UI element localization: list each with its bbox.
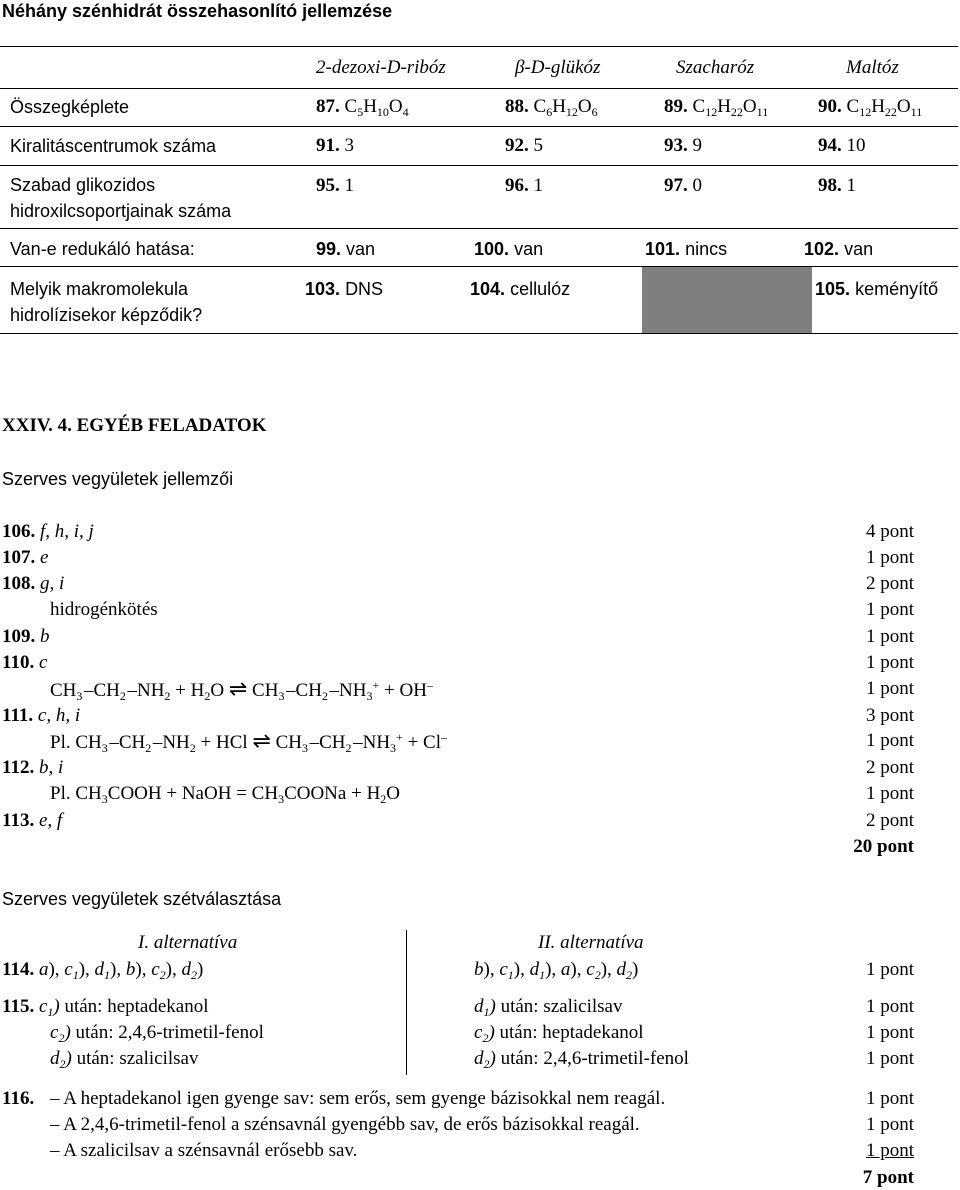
macro-val: DNS bbox=[345, 279, 384, 299]
macro-val: keményítő bbox=[855, 279, 939, 299]
q114-alt1: 114. a), $c_1$), $d_1$), b), $c_2$), $d_2$) bbox=[2, 959, 204, 982]
q116-line2: – A 2,4,6-trimetil-fenol a szénsavnál gyengébb sav, de erős bázisokkal reagál. bbox=[50, 1114, 640, 1135]
q-num: 109. bbox=[2, 626, 36, 647]
q-answer: e bbox=[40, 547, 49, 568]
eq-plus: + bbox=[351, 783, 362, 804]
section2-total: 7 pont bbox=[862, 1167, 914, 1188]
compound: szalicilsav bbox=[543, 996, 623, 1017]
eq-pl: Pl. bbox=[50, 732, 71, 753]
formula-cell-4: 90. $C_{12}H_{22}O_{11}$ bbox=[818, 96, 923, 119]
eq-plus: + bbox=[200, 732, 212, 753]
section2-title: Szerves vegyületek szétválasztása bbox=[2, 889, 282, 909]
points-110b: 1 pont bbox=[865, 678, 914, 699]
q113 bbox=[2, 811, 62, 830]
chiral-val: 9 bbox=[692, 135, 702, 156]
q116-line3: – A szalicilsav a szénsavnál erősebb sav. bbox=[50, 1140, 358, 1161]
chiral-num: 93. bbox=[664, 135, 688, 156]
reducing-num: 99. bbox=[316, 239, 342, 259]
after-word: után: bbox=[499, 1022, 538, 1043]
points-116a: 1 pont bbox=[865, 1088, 914, 1109]
q-num: 115. bbox=[2, 996, 35, 1017]
q111 bbox=[2, 706, 80, 725]
table-line-3 bbox=[0, 165, 958, 166]
points-115a: 1 pont bbox=[865, 996, 914, 1017]
compound: heptadekanol bbox=[107, 996, 209, 1017]
eq-pl: Pl. bbox=[50, 783, 71, 804]
points-111: 3 pont bbox=[865, 705, 914, 726]
chiral-val: 10 bbox=[846, 135, 866, 156]
q-answer: g, i bbox=[40, 573, 65, 594]
alternative-2-heading: II. alternatíva bbox=[538, 932, 644, 953]
q116-line1: – A heptadekanol igen gyenge sav: sem erős, sem gyenge bázisokkal nem reagál. bbox=[50, 1088, 666, 1109]
equation-110: $CH_3$ $-CH_2$ $-NH_2 + H_2O$ ⇌ $CH_3$ $-CH_2$ $-NH_3^+ + OH^-$ bbox=[50, 677, 433, 703]
header-maltose: Maltóz bbox=[846, 57, 899, 78]
q-answer: c, h, i bbox=[37, 705, 81, 726]
eq-water: H bbox=[190, 680, 205, 701]
q-answer: f, h, i, j bbox=[40, 521, 94, 542]
points-108: 2 pont bbox=[865, 573, 914, 594]
table-line-4 bbox=[0, 228, 958, 229]
shaded-cell bbox=[642, 267, 812, 333]
glyco-num: 95. bbox=[316, 175, 340, 196]
glyco-num: 97. bbox=[664, 175, 688, 196]
points-108b: 1 pont bbox=[865, 599, 914, 620]
q115-alt2-line1: $d_1$) után: szalicilsav bbox=[474, 996, 623, 1019]
eq-hcl: HCl bbox=[216, 732, 248, 753]
glyco-val: 0 bbox=[692, 175, 702, 196]
q115-alt1-line2: $c_2$) után: 2,4,6-trimetil-fenol bbox=[50, 1022, 264, 1045]
row-label-formula: Összegképlete bbox=[10, 97, 130, 117]
glyco-num: 96. bbox=[505, 175, 529, 196]
row-label-macro-1: Melyik makromolekula bbox=[10, 279, 189, 299]
compound: heptadekanol bbox=[542, 1022, 644, 1043]
glyco-val: 1 bbox=[344, 175, 354, 196]
reducing-cell-3 bbox=[645, 240, 727, 258]
eq-naoh: NaOH bbox=[181, 783, 232, 804]
page-title: Néhány szénhidrát összehasonlító jellemzése bbox=[2, 1, 393, 21]
q-answer: b bbox=[40, 626, 50, 647]
after-word: után: bbox=[76, 1048, 115, 1069]
points-113: 2 pont bbox=[865, 810, 914, 831]
after-word: után: bbox=[64, 996, 103, 1017]
header-dezoxiribose: 2-dezoxi-D-ribóz bbox=[316, 57, 446, 78]
table-line-5 bbox=[0, 266, 958, 267]
points-116b: 1 pont bbox=[865, 1114, 914, 1135]
q116-num: 116. bbox=[2, 1088, 35, 1109]
chiral-num: 92. bbox=[505, 135, 529, 156]
formula-cell-1: 87. $C_5H_{10}O_4$ bbox=[316, 96, 409, 119]
reducing-val: van bbox=[514, 239, 544, 259]
chiral-val: 3 bbox=[344, 135, 354, 156]
q107 bbox=[2, 548, 48, 567]
macro-num: 103. bbox=[305, 279, 341, 299]
reducing-val: van bbox=[346, 239, 376, 259]
points-110: 1 pont bbox=[865, 652, 914, 673]
chiral-cell-2 bbox=[505, 136, 543, 155]
table-bottom-line bbox=[0, 333, 958, 334]
q-num: 106. bbox=[2, 521, 36, 542]
reducing-val: van bbox=[844, 239, 874, 259]
macro-cell-3 bbox=[815, 280, 938, 298]
glyco-cell-4 bbox=[818, 176, 856, 195]
section1-title: Szerves vegyületek jellemzői bbox=[2, 469, 234, 489]
reducing-val: nincs bbox=[685, 239, 728, 259]
chiral-val: 5 bbox=[533, 135, 543, 156]
points-112: 2 pont bbox=[865, 757, 914, 778]
q-answer: b, i bbox=[38, 757, 64, 778]
row-label-chiral: Kiralitáscentrumok száma bbox=[10, 136, 217, 156]
q112 bbox=[2, 758, 63, 777]
header-glucose: β-D-glükóz bbox=[515, 57, 601, 78]
points-111b: 1 pont bbox=[865, 730, 914, 751]
alternatives-divider bbox=[406, 930, 407, 1075]
eq-plus: + bbox=[407, 732, 419, 753]
glyco-cell-3 bbox=[664, 176, 702, 195]
q114-alt2: b), $c_1$), $d_1$), a), $c_2$), $d_2$) bbox=[474, 959, 639, 982]
formula-num-2: 88. bbox=[505, 96, 529, 117]
after-word: után: bbox=[500, 996, 539, 1017]
macro-num: 105. bbox=[815, 279, 851, 299]
glyco-val: 1 bbox=[846, 175, 856, 196]
formula-cell-2: 88. $C_6H_{12}O_6$ bbox=[505, 96, 598, 119]
q108-hbond: hidrogénkötés bbox=[50, 599, 158, 620]
formula-num-1: 87. bbox=[316, 96, 340, 117]
q110 bbox=[2, 653, 47, 672]
eq-plus: + bbox=[384, 680, 395, 701]
points-116c: 1 pont bbox=[865, 1140, 914, 1161]
q115-alt2-line2: $c_2$) után: heptadekanol bbox=[474, 1022, 644, 1045]
macro-cell-2 bbox=[470, 280, 570, 298]
table-line-1 bbox=[0, 88, 958, 89]
macro-num: 104. bbox=[470, 279, 506, 299]
after-word: után: bbox=[500, 1048, 539, 1069]
reducing-num: 102. bbox=[804, 239, 840, 259]
q-num: 111. bbox=[2, 705, 34, 726]
points-112b: 1 pont bbox=[865, 783, 914, 804]
eq-equals: = bbox=[236, 783, 247, 804]
table-line-2 bbox=[0, 126, 958, 127]
formula-num-4: 90. bbox=[818, 96, 842, 117]
q-num: 114. bbox=[2, 959, 35, 980]
q109 bbox=[2, 627, 50, 646]
eq-hydroxide: OH bbox=[399, 680, 427, 701]
points-109: 1 pont bbox=[865, 626, 914, 647]
reducing-cell-1 bbox=[316, 240, 375, 258]
q108 bbox=[2, 574, 64, 593]
glyco-num: 98. bbox=[818, 175, 842, 196]
eq-plus: + bbox=[175, 680, 186, 701]
q-num: 113. bbox=[2, 810, 35, 831]
table-top-line bbox=[0, 46, 958, 47]
equation-111: Pl. $CH_3$ $-CH_2$ $-NH_2$ + HCl ⇌ $CH_3$ $-CH_2$ $-NH_3^+ + Cl^-$ bbox=[50, 729, 447, 755]
equation-112: Pl. $CH_3COOH$ + NaOH = $CH_3COONa + H_2O$ bbox=[50, 783, 401, 806]
section-title: XXIV. 4. EGYÉB FELADATOK bbox=[2, 415, 267, 436]
chiral-num: 94. bbox=[818, 135, 842, 156]
eq-plus: + bbox=[166, 783, 178, 804]
row-label-glyco-1: Szabad glikozidos bbox=[10, 175, 156, 195]
chiral-cell-1 bbox=[316, 136, 354, 155]
q-answer: e, f bbox=[38, 810, 63, 831]
equilibrium-arrow-icon: ⇌ bbox=[228, 677, 248, 702]
q115-alt2-line3: $d_2$) után: 2,4,6-trimetil-fenol bbox=[474, 1048, 689, 1071]
q115-alt1-line3: $d_2$) után: szalicilsav bbox=[50, 1048, 199, 1071]
row-label-macro-2: hidrolízisekor képződik? bbox=[10, 305, 203, 325]
q-num: 110. bbox=[2, 652, 35, 673]
compound: szalicilsav bbox=[119, 1048, 199, 1069]
points-114: 1 pont bbox=[865, 959, 914, 980]
points-106: 4 pont bbox=[865, 521, 914, 542]
eq-chloride: Cl bbox=[423, 732, 441, 753]
alternative-1-heading: I. alternatíva bbox=[138, 932, 238, 953]
reducing-num: 100. bbox=[474, 239, 510, 259]
equilibrium-arrow-icon: ⇌ bbox=[252, 729, 271, 754]
chiral-num: 91. bbox=[316, 135, 340, 156]
header-sucrose: Szacharóz bbox=[676, 57, 755, 78]
section1-total: 20 pont bbox=[853, 836, 914, 857]
points-107: 1 pont bbox=[865, 547, 914, 568]
chiral-cell-4 bbox=[818, 136, 866, 155]
points-115c: 1 pont bbox=[865, 1048, 914, 1069]
q-answer: c bbox=[38, 652, 48, 673]
row-label-reducing: Van-e redukáló hatása: bbox=[10, 239, 195, 259]
formula-cell-3: 89. $C_{12}H_{22}O_{11}$ bbox=[664, 96, 769, 119]
q-num: 107. bbox=[2, 547, 36, 568]
reducing-cell-2 bbox=[474, 240, 543, 258]
q-num: 108. bbox=[2, 573, 36, 594]
compound: 2,4,6-trimetil-fenol bbox=[543, 1048, 689, 1069]
after-word: után: bbox=[75, 1022, 114, 1043]
formula-num-3: 89. bbox=[664, 96, 688, 117]
glyco-cell-2 bbox=[505, 176, 543, 195]
glyco-val: 1 bbox=[533, 175, 543, 196]
macro-cell-1 bbox=[305, 280, 383, 298]
macro-val: cellulóz bbox=[510, 279, 571, 299]
compound: 2,4,6-trimetil-fenol bbox=[118, 1022, 264, 1043]
q106 bbox=[2, 522, 94, 541]
q115-alt1-line1: 115. $c_1$) után: heptadekanol bbox=[2, 996, 209, 1019]
row-label-glyco-2: hidroxilcsoportjainak száma bbox=[10, 201, 232, 221]
reducing-cell-4 bbox=[804, 240, 873, 258]
chiral-cell-3 bbox=[664, 136, 702, 155]
q-num: 112. bbox=[2, 757, 35, 778]
reducing-num: 101. bbox=[645, 239, 681, 259]
glyco-cell-1 bbox=[316, 176, 354, 195]
points-115b: 1 pont bbox=[865, 1022, 914, 1043]
